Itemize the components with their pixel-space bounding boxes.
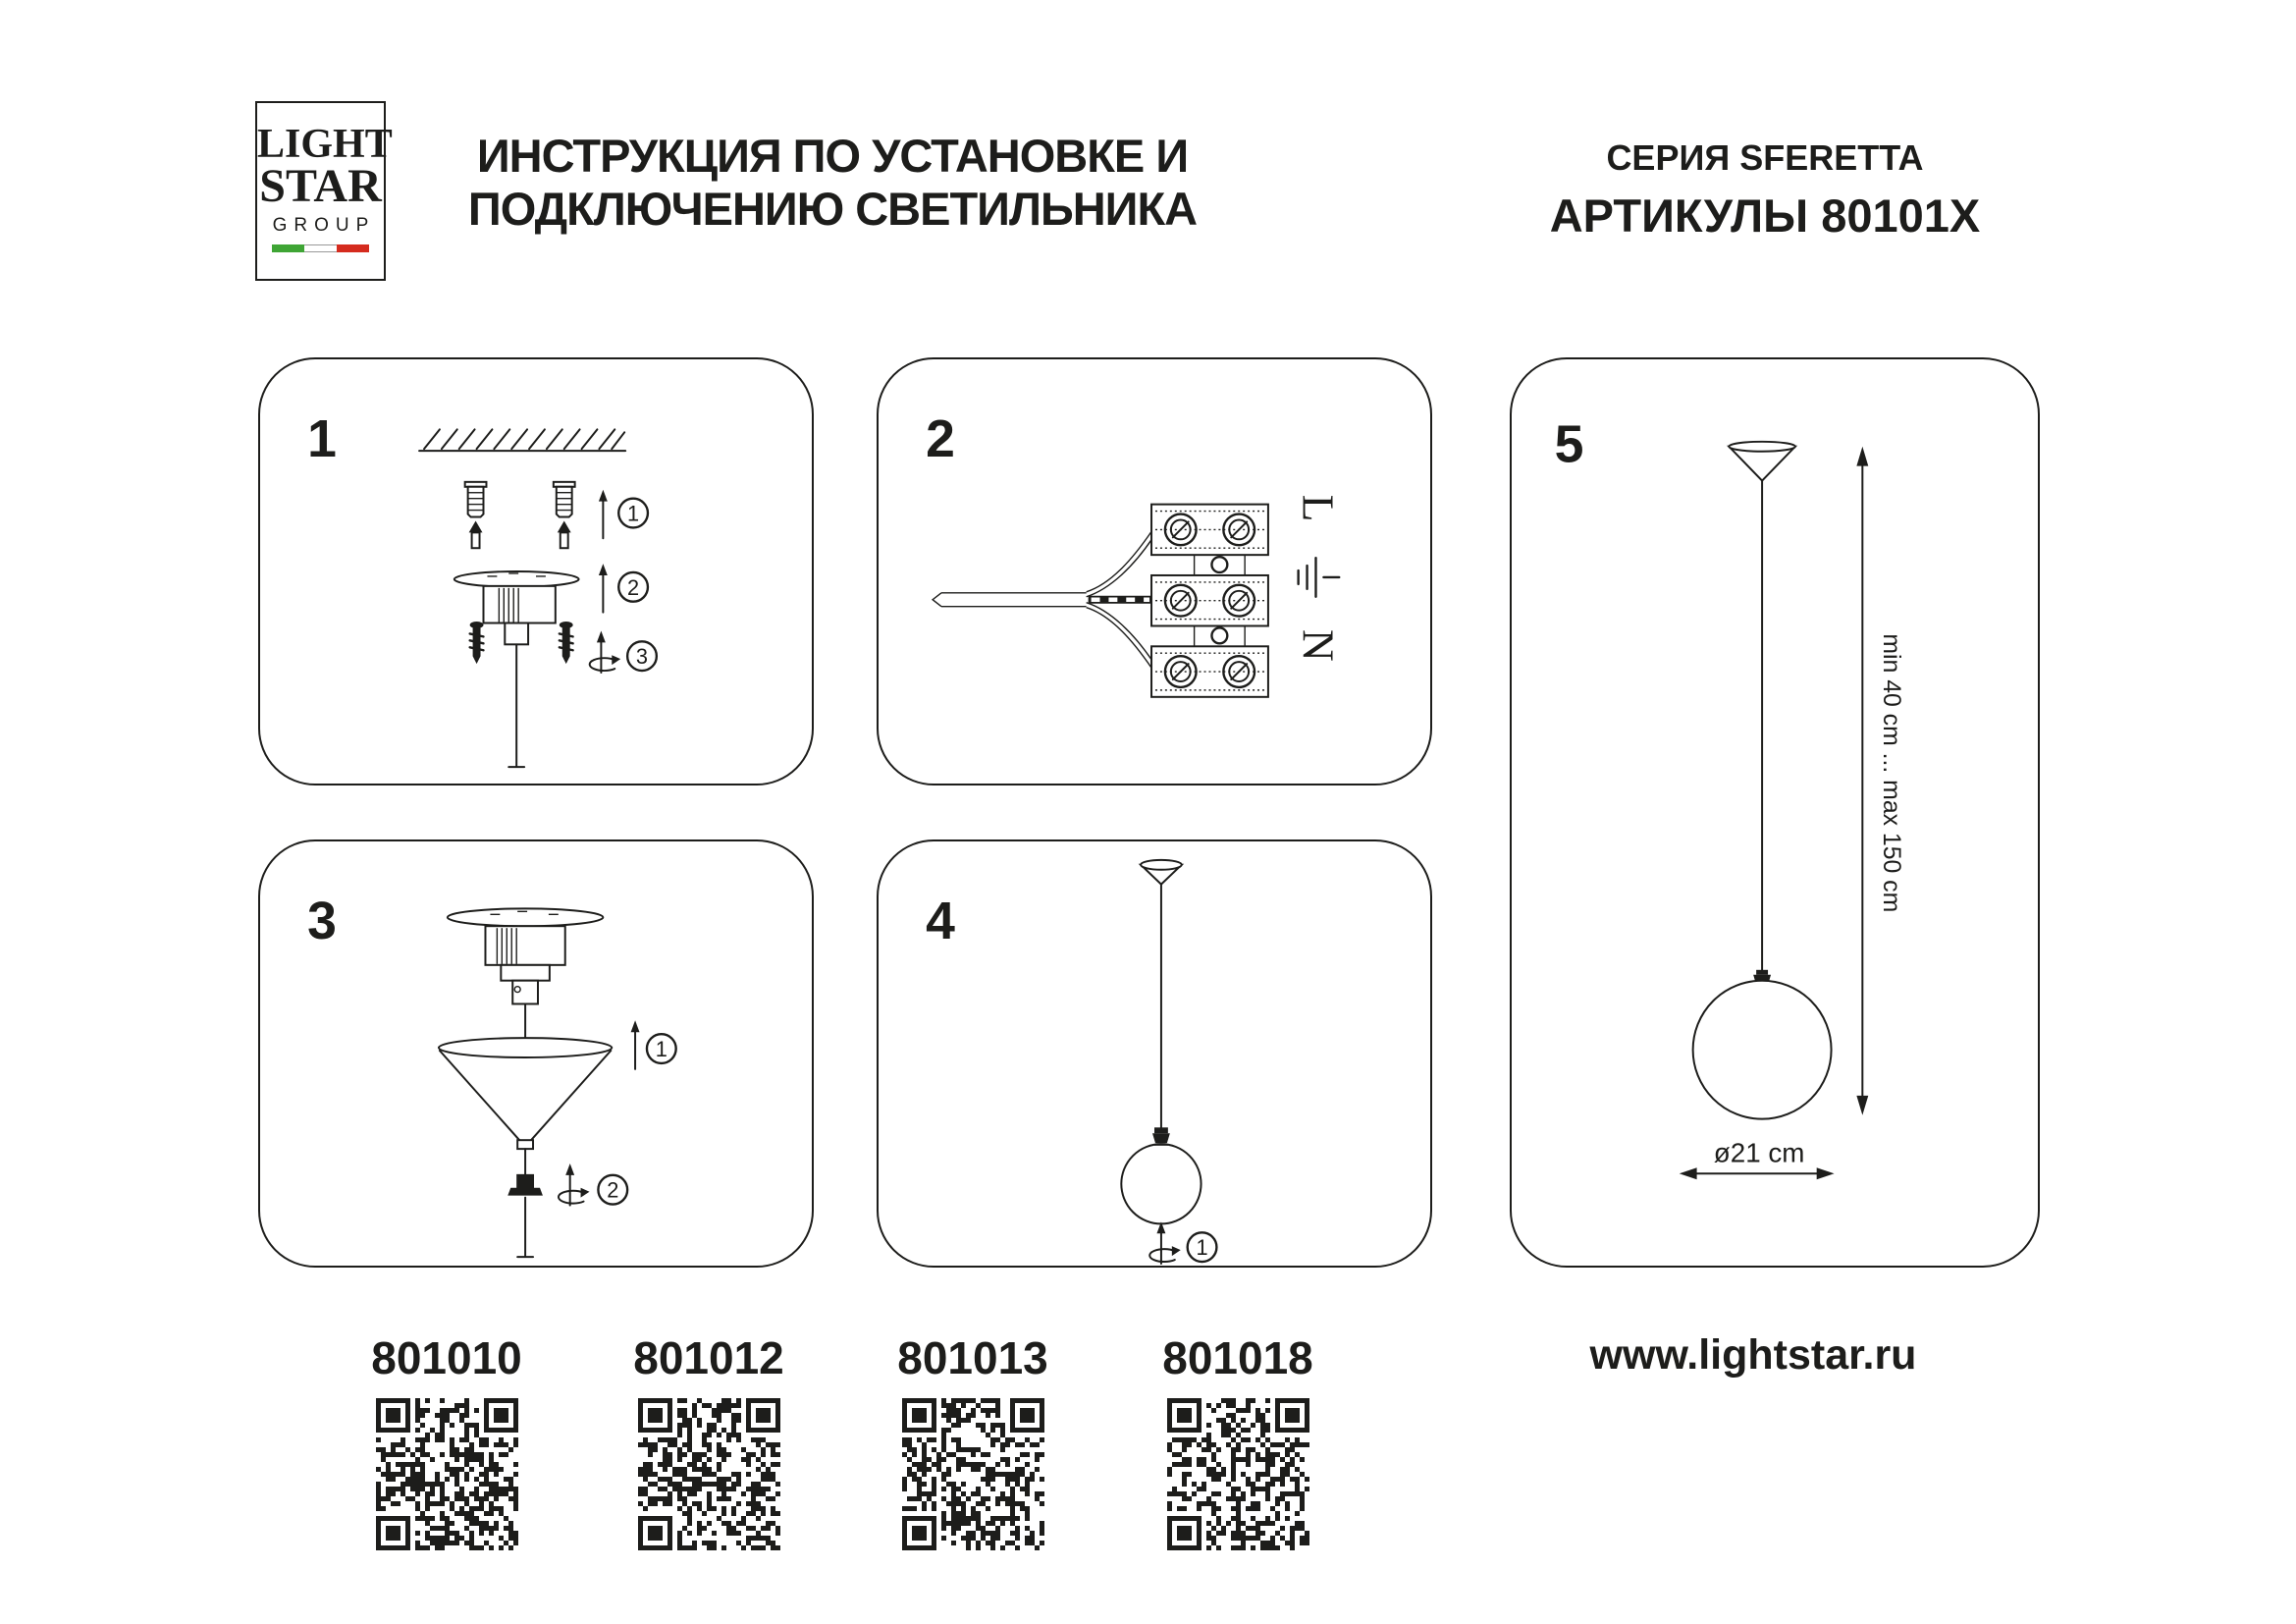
page-title bbox=[412, 130, 1253, 236]
panel-step2-wiring bbox=[877, 357, 1432, 785]
step1-arrow-icon bbox=[631, 1020, 640, 1069]
qr-code-801018 bbox=[1167, 1398, 1309, 1550]
page-title-line1: ИНСТРУКЦИЯ ПО УСТАНОВКЕ И bbox=[476, 130, 1189, 182]
rotate-arrow-icon bbox=[590, 630, 621, 673]
panel-number: 2 bbox=[926, 410, 955, 469]
mains-cable-icon bbox=[933, 593, 1087, 607]
step-number: 2 bbox=[627, 574, 640, 600]
terminal-block-ground bbox=[1151, 575, 1268, 626]
panel-step3-shade bbox=[258, 839, 814, 1268]
svg-text:N: N bbox=[1293, 628, 1344, 662]
step-number: 1 bbox=[655, 1036, 667, 1061]
article-cell bbox=[875, 1333, 1071, 1550]
series-label: СЕРИЯ SFERETTA bbox=[1606, 137, 1924, 178]
article-cell bbox=[611, 1333, 807, 1550]
article-cell bbox=[348, 1333, 545, 1550]
page-title-line2: ПОДКЛЮЧЕНИЮ СВЕТИЛЬНИКА bbox=[467, 183, 1198, 235]
step-number: 1 bbox=[627, 501, 640, 526]
svg-text:L: L bbox=[1293, 494, 1344, 522]
terminal-block-neutral bbox=[1151, 646, 1268, 697]
terminal-bridge-hole bbox=[1211, 627, 1227, 643]
panel-number: 5 bbox=[1554, 414, 1584, 474]
screw-icon bbox=[560, 622, 573, 664]
earth-ground-icon bbox=[1299, 558, 1340, 597]
ceiling-plate-icon bbox=[448, 908, 604, 1040]
diameter-label: ø21 cm bbox=[1713, 1137, 1805, 1168]
wall-plug-icon bbox=[465, 482, 487, 548]
canopy-cone-icon bbox=[1729, 442, 1794, 481]
rotate-arrow-icon bbox=[559, 1164, 590, 1206]
lightstar-logo bbox=[255, 101, 393, 281]
panel-3-illustration bbox=[260, 841, 812, 1266]
neutral-label bbox=[1294, 629, 1344, 662]
step-number: 2 bbox=[607, 1177, 619, 1203]
gland-nut-icon bbox=[507, 1174, 543, 1196]
logo-word-group: GROUP bbox=[272, 215, 376, 236]
terminal-bridge-hole bbox=[1211, 557, 1227, 572]
panel-step1-mounting bbox=[258, 357, 814, 785]
canopy-cone-icon bbox=[1141, 860, 1182, 885]
diameter-dimension-arrow bbox=[1680, 1167, 1835, 1179]
article-number: 801018 bbox=[1162, 1332, 1313, 1383]
ceiling-hatch-icon bbox=[419, 429, 625, 451]
height-range-label bbox=[1878, 633, 1904, 912]
article-number: 801010 bbox=[371, 1332, 522, 1383]
line-label bbox=[1294, 495, 1344, 522]
qr-code-801012 bbox=[638, 1398, 780, 1550]
panel-number: 1 bbox=[307, 410, 337, 469]
italian-flag-icon bbox=[272, 244, 370, 252]
rotate-arrow-icon bbox=[1149, 1221, 1181, 1264]
logo-word-star: STAR bbox=[259, 160, 382, 212]
svg-text:min 40 cm ... max 150 cm: min 40 cm ... max 150 cm bbox=[1878, 633, 1905, 913]
height-dimension-arrow bbox=[1856, 447, 1868, 1115]
website-url: www.lightstar.ru bbox=[1589, 1331, 1917, 1379]
panel-step4-globe bbox=[877, 839, 1432, 1268]
step1-arrow-icon bbox=[599, 490, 608, 539]
step2-arrow-icon bbox=[599, 564, 608, 613]
glass-sphere-icon bbox=[1693, 981, 1832, 1119]
step-number: 3 bbox=[635, 644, 649, 670]
panel-5-illustration bbox=[1512, 359, 2038, 1266]
socket-cap-icon bbox=[1152, 1127, 1170, 1143]
panel-dimensions bbox=[1510, 357, 2040, 1268]
logo-word-light: LIGHT bbox=[257, 122, 393, 167]
article-number: 801013 bbox=[897, 1332, 1048, 1383]
wire-neutral-icon bbox=[1087, 603, 1152, 668]
panel-number: 3 bbox=[307, 893, 337, 951]
article-number: 801012 bbox=[633, 1332, 784, 1383]
terminal-block-line bbox=[1151, 505, 1268, 556]
qr-code-801013 bbox=[902, 1398, 1044, 1550]
qr-code-801010 bbox=[376, 1398, 518, 1550]
panel-2-illustration bbox=[879, 359, 1430, 784]
step-number: 1 bbox=[1196, 1235, 1208, 1261]
panel-number: 4 bbox=[926, 893, 955, 951]
article-cell bbox=[1140, 1333, 1336, 1550]
panel-4-illustration bbox=[879, 841, 1430, 1266]
wall-plug-icon bbox=[554, 482, 575, 548]
articles-label: АРТИКУЛЫ 80101X bbox=[1549, 189, 1981, 242]
glass-sphere-icon bbox=[1121, 1144, 1201, 1223]
panel-1-illustration bbox=[260, 359, 812, 784]
wire-line-icon bbox=[1087, 531, 1152, 596]
cone-shade-icon bbox=[439, 1038, 612, 1149]
ceiling-plate-icon bbox=[454, 571, 579, 767]
screw-icon bbox=[470, 622, 484, 664]
